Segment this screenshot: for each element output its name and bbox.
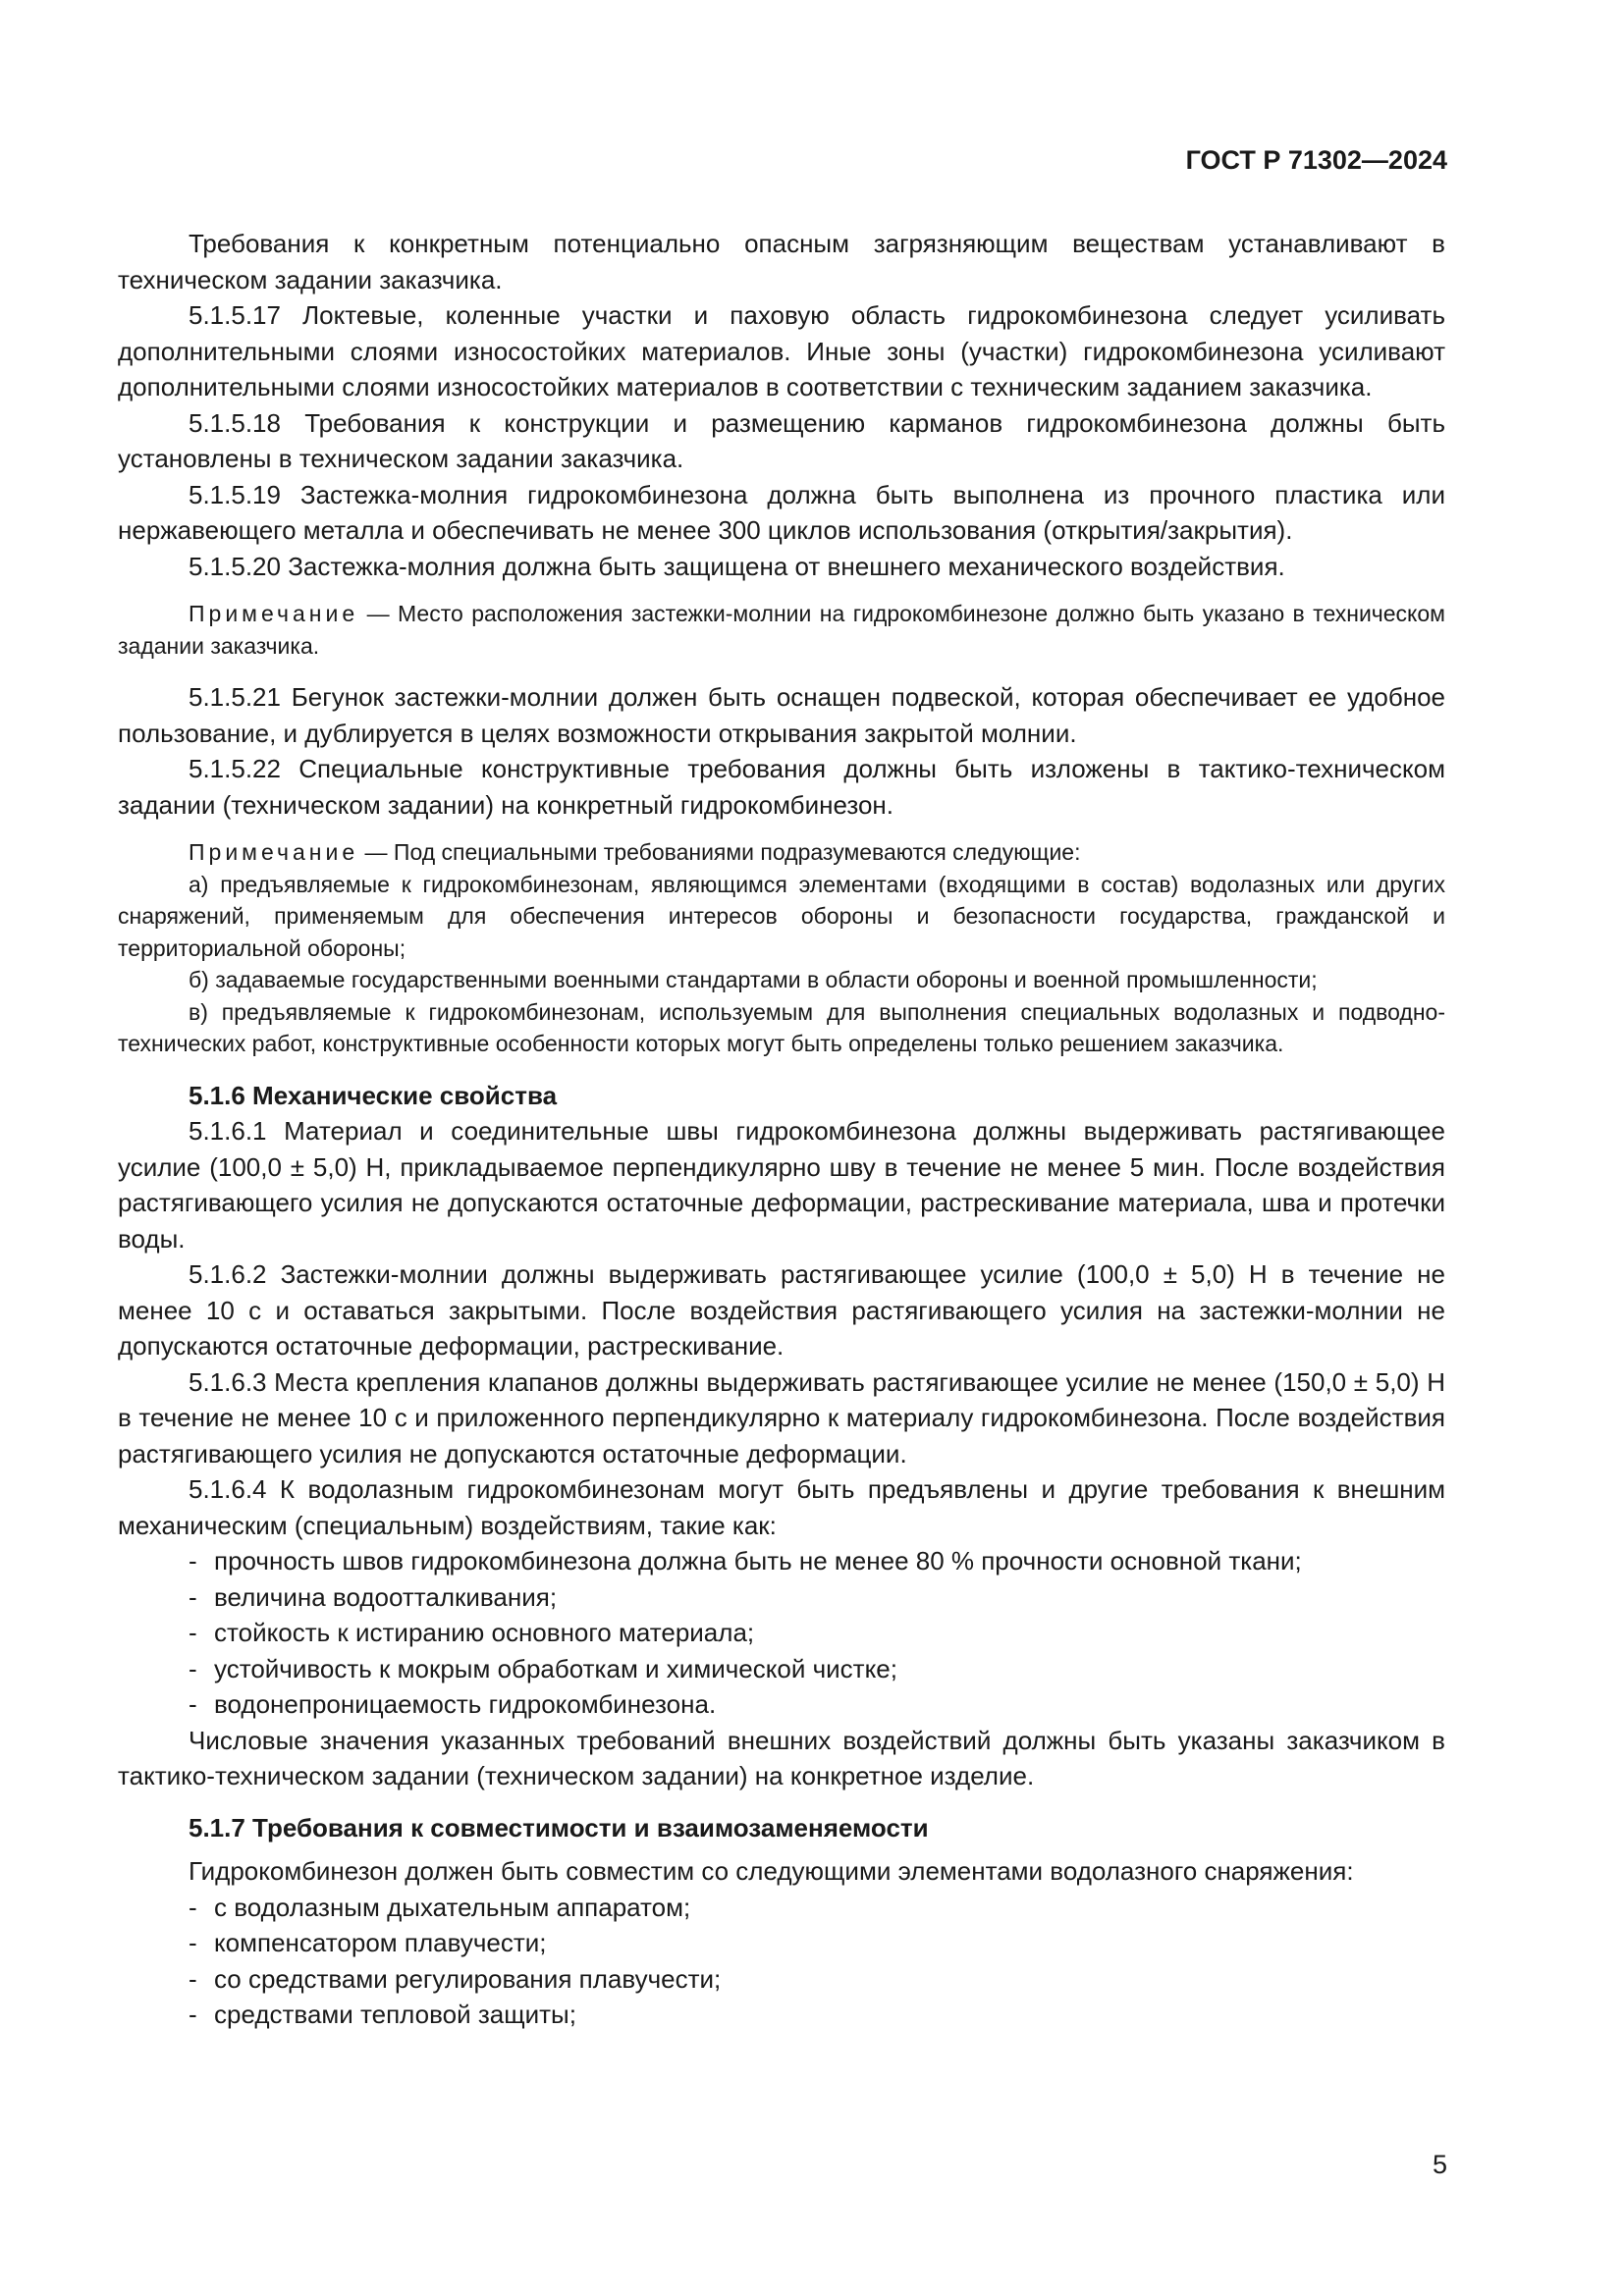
paragraph-5-1-7: Гидрокомбинезон должен быть совместим со следующими элементами водолазного снаряжения:	[189, 1856, 1354, 1886]
list-mechanical-requirements	[118, 1543, 1445, 1723]
paragraph-5-1-6-3: 5.1.6.3 Места крепления клапанов должны выдерживать растягивающее усилие не менее (150,0 ± 5,0) Н в течение не менее 10 с и приложенного перпендикулярно к материалу гидрокомбинезона. После воздействия растягивающего усилия не допускаются остаточные деформации.	[118, 1366, 1445, 1468]
list-item: - средствами тепловой защиты;	[189, 2000, 576, 2029]
section-heading-5-1-7: 5.1.7 Требования к совместимости и взаимозаменяемости	[189, 1812, 929, 1842]
paragraph-intro: Требования к конкретным потенциально опасным загрязняющим веществам устанавливают в техническом задании заказчика.	[118, 229, 1445, 294]
list-item: - прочность швов гидрокомбинезона должна быть не менее 80 % прочности основной ткани;	[189, 1546, 1302, 1575]
paragraph-5-1-5-17: 5.1.5.17 Локтевые, коленные участки и паховую область гидрокомбинезона следует усиливать дополнительными слоями износостойких материалов. Иные зоны (участки) гидрокомбинезона усиливают дополнительными слоями износостойких материалов в соответствии с техническим заданием заказчика.	[118, 300, 1445, 401]
list-item: - компенсатором плавучести;	[189, 1928, 547, 1957]
paragraph-5-1-5-21: 5.1.5.21 Бегунок застежки-молнии должен быть оснащен подвеской, которая обеспечивает ее удобное пользование, и дублируется в целях возможности открывания закрытой молнии.	[118, 682, 1445, 748]
paragraph-5-1-5-22: 5.1.5.22 Специальные конструктивные требования должны быть изложены в тактико-техническом задании (техническом задании) на конкретный гидрокомбинезон.	[118, 754, 1445, 820]
list-item: - с водолазным дыхательным аппаратом;	[189, 1892, 691, 1922]
paragraph-5-1-5-18: 5.1.5.18 Требования к конструкции и размещению карманов гидрокомбинезона должны быть установлены в техническом задании заказчика.	[118, 407, 1445, 473]
note-item-a: а) предъявляемые к гидрокомбинезонам, являющимся элементами (входящими в состав) водолазных или других снаряжений, применяемым для обеспечения интересов обороны и безопасности государства, гражданской и территориальной обороны;	[118, 871, 1445, 961]
standard-id-header: ГОСТ Р 71302—2024	[1185, 145, 1447, 175]
paragraph-5-1-5-20: 5.1.5.20 Застежка-молния должна быть защищена от внешнего механического воздействия.	[189, 551, 1285, 581]
note-label: Примечание	[189, 601, 359, 626]
note-text: — Место расположения застежки-молнии на гидрокомбинезоне должно быть указано в техническом задании заказчика.	[118, 601, 1445, 659]
document-body	[118, 226, 1445, 2033]
note-text: — Под специальными требованиями подразумеваются следующие:	[358, 839, 1081, 865]
paragraph-numeric-values: Числовые значения указанных требований внешних воздействий должны быть указаны заказчиком в тактико-техническом задании (техническом задании) на конкретное изделие.	[118, 1725, 1445, 1790]
list-compatibility	[118, 1890, 1445, 2033]
paragraph-5-1-6-2: 5.1.6.2 Застежки-молнии должны выдерживать растягивающее усилие (100,0 ± 5,0) Н в течение не менее 10 с и оставаться закрытыми. После воздействия растягивающего усилия на застежки-молнии не допускаются остаточные деформации, растрескивание.	[118, 1259, 1445, 1361]
list-item: - со средствами регулирования плавучести;	[189, 1963, 722, 1994]
paragraph-5-1-6-1: 5.1.6.1 Материал и соединительные швы гидрокомбинезона должны выдерживать растягивающее усилие (100,0 ± 5,0) Н, прикладываемое перпендикулярно шву в течение не менее 5 мин. После воздействия растягивающего усилия не допускаются остаточные деформации, растрескивание материала, шва и протечки воды.	[118, 1116, 1445, 1254]
list-item: - водонепроницаемость гидрокомбинезона.	[189, 1689, 717, 1719]
list-item: - устойчивость к мокрым обработкам и химической чистке;	[189, 1653, 897, 1683]
section-heading-5-1-6: 5.1.6 Механические свойства	[189, 1080, 558, 1110]
note-item-c: в) предъявляемые к гидрокомбинезонам, используемым для выполнения специальных водолазных и подводно-технических работ, конструктивные особенности которых могут быть определены только решением заказчика.	[118, 998, 1445, 1056]
note-special-requirements	[118, 836, 1445, 1060]
paragraph-5-1-6-4: 5.1.6.4 К водолазным гидрокомбинезонам могут быть предъявлены и другие требования к внешним механическим (специальным) воздействиям, такие как:	[118, 1474, 1445, 1540]
list-item: - величина водоотталкивания;	[189, 1581, 558, 1612]
note-zipper-location	[118, 598, 1445, 662]
note-item-b: б) задаваемые государственными военными стандартами в области обороны и военной промышленности;	[189, 967, 1318, 992]
page-number: 5	[1432, 2150, 1447, 2179]
paragraph-5-1-5-19: 5.1.5.19 Застежка-молния гидрокомбинезона должна быть выполнена из прочного пластика или нержавеющего металла и обеспечивать не менее 300 циклов использования (открытия/закрытия).	[118, 479, 1445, 545]
list-item: - стойкость к истиранию основного материала;	[189, 1618, 755, 1647]
note-label: Примечание	[189, 839, 359, 865]
